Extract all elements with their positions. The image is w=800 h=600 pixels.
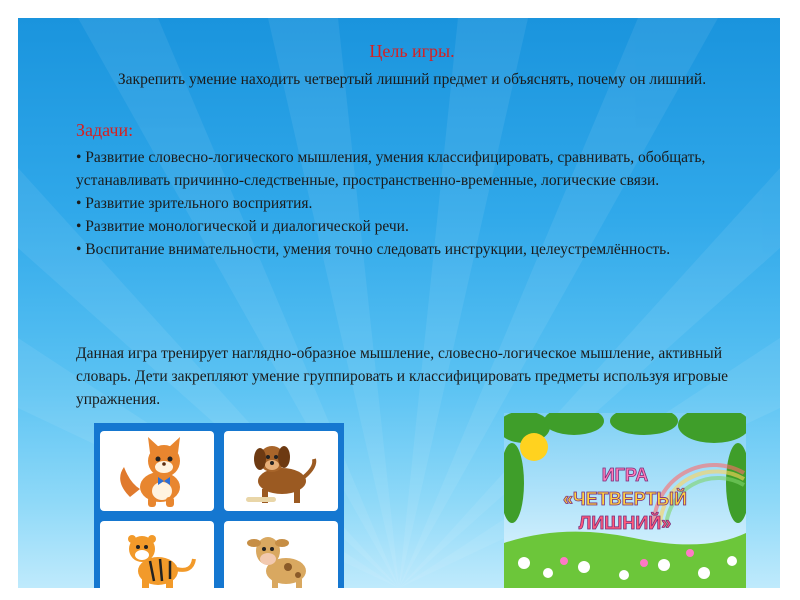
tiger-card (100, 521, 214, 588)
banner-line-3: ЛИШНИЙ» (578, 513, 672, 533)
dog-icon (224, 431, 338, 511)
tasks-title: Задачи: (76, 120, 134, 140)
game-banner-image (504, 413, 746, 588)
tiger-icon (100, 521, 214, 588)
goal-title: Цель игры. (369, 41, 455, 61)
dog-card (224, 431, 338, 511)
task-item: • Развитие словесно-логического мышления, умения классифицировать, сравнивать, обобщать, устанавливать причинно-следственные, пространственно-временные, логические связи. (76, 149, 706, 189)
description-paragraph: Данная игра тренирует наглядно-образное мышление, словесно-логическое мышление, активный словарь. Дети закрепляют умение группировать и классифицировать предметы используя игровые упражнения. (76, 345, 728, 408)
sun-icon (520, 433, 548, 461)
goal-text: Закрепить умение находить четвертый лишний предмет и объяснять, почему он лишний. (117, 71, 707, 88)
animal-cards-panel (94, 423, 344, 588)
banner-line-2: «ЧЕТВЕРТЫЙ (563, 489, 687, 509)
tasks-list (76, 146, 748, 261)
task-item: • Воспитание внимательности, умения точно следовать инструкции, целеустремлённость. (76, 241, 671, 258)
game-banner (504, 413, 746, 588)
calf-icon (224, 521, 338, 588)
task-item: • Развитие зрительного восприятия. (76, 195, 313, 212)
slide (18, 18, 780, 588)
task-item: • Развитие монологической и диалогической речи. (76, 218, 409, 235)
calf-card (224, 521, 338, 588)
cat-icon (100, 431, 214, 511)
cat-card (100, 431, 214, 511)
banner-line-1: ИГРА (601, 465, 649, 485)
